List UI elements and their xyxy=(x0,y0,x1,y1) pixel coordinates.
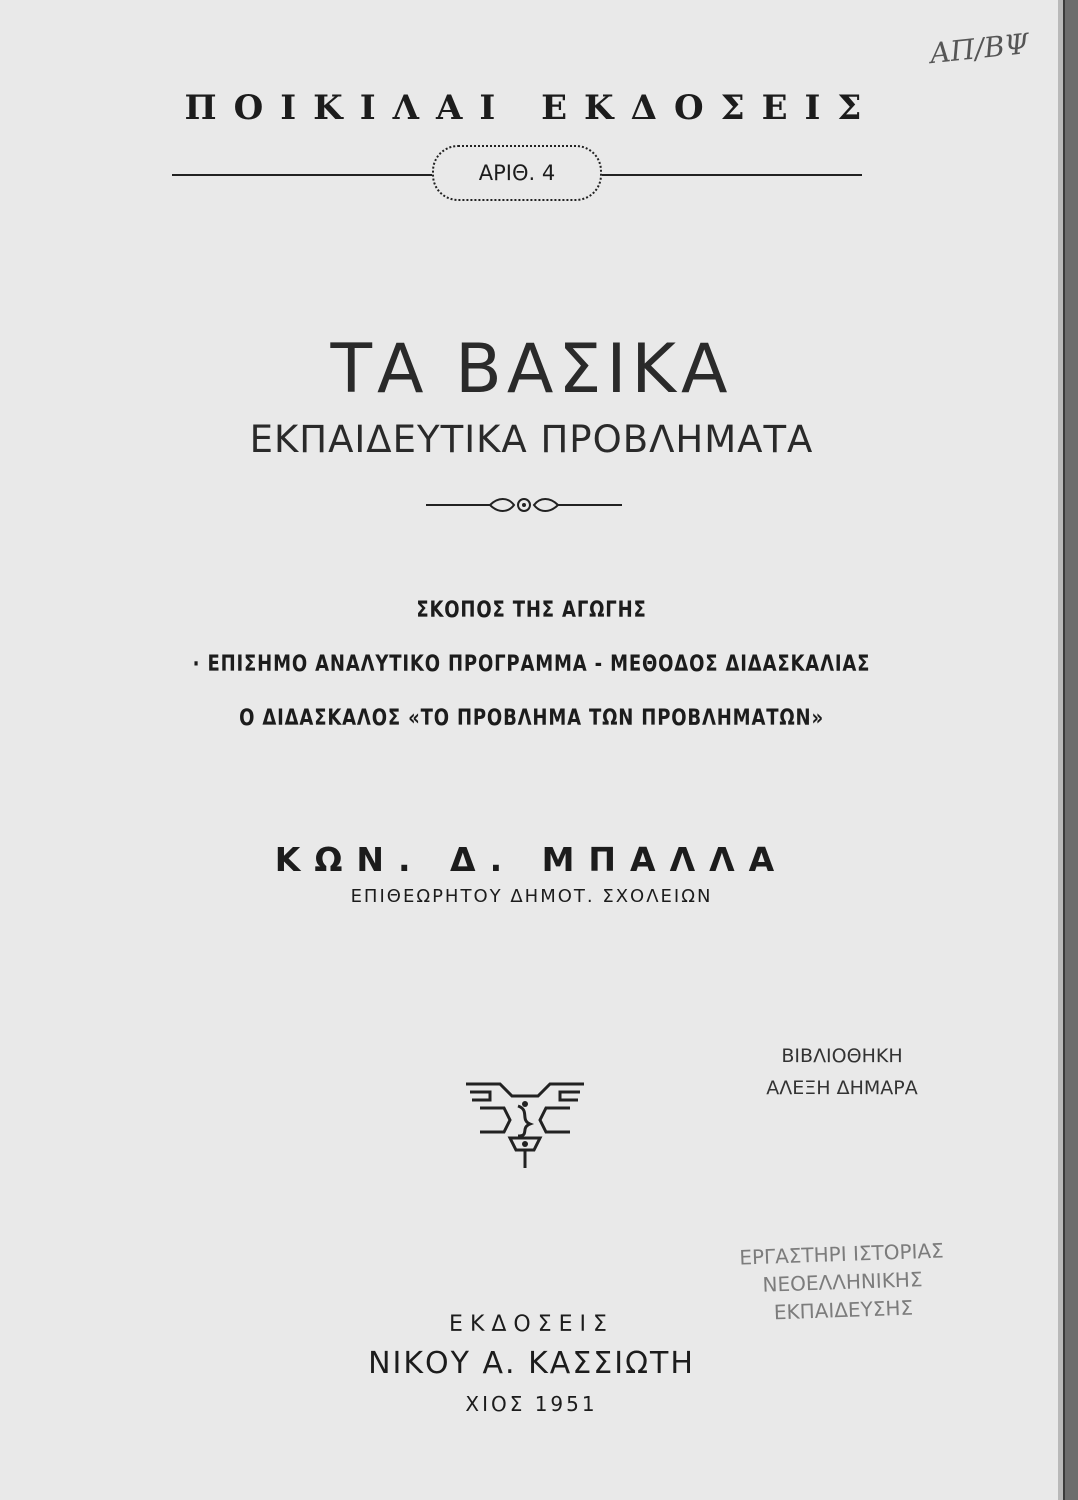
publisher-name: ΝΙΚΟΥ Α. ΚΑΣΣΙΩΤΗ xyxy=(368,1346,695,1381)
topic-line: ΣΚΟΠΟΣ ΤΗΣ ΑΓΩΓΗΣ xyxy=(416,598,647,623)
publisher-label: ΕΚΔΟΣΕΙΣ xyxy=(449,1312,614,1337)
author-name: ΚΩΝ. Δ. ΜΠΑΛΛΑ xyxy=(274,840,789,879)
author-title: ΕΠΙΘΕΩΡΗΤΟΥ ΔΗΜΟΤ. ΣΧΟΛΕΙΩΝ xyxy=(350,886,713,907)
library-mark-line: ΑΛΕΞΗ ΔΗΜΑΡΑ xyxy=(766,1077,918,1099)
stamp-line: ΕΡΓΑΣΤΗΡΙ ΙΣΤΟΡΙΑΣ xyxy=(738,1238,945,1270)
series-rule-left xyxy=(172,174,432,176)
book-subtitle: ΕΚΠΑΙΔΕΥΤΙΚΑ ΠΡΟΒΛΗΜΑΤΑ xyxy=(249,418,814,461)
series-number-badge: ΑΡΙΘ. 4 xyxy=(432,145,602,201)
library-mark xyxy=(752,1040,932,1104)
shelf-mark-handwriting: ΑΠ/ΒΨ xyxy=(928,26,1031,71)
topic-line: Ο ΔΙΔΑΣΚΑΛΟΣ «ΤΟ ΠΡΟΒΛΗΜΑ ΤΩΝ ΠΡΟΒΛΗΜΑΤΩΝ» xyxy=(239,706,824,731)
book-title: ΤΑ ΒΑΣΙΚΑ xyxy=(330,330,733,409)
ornament-divider-icon xyxy=(424,492,624,518)
stamp-line: ΕΚΠΑΙΔΕΥΣΗΣ xyxy=(773,1295,914,1325)
publisher-place-year: ΧΙΟΣ 1951 xyxy=(465,1392,598,1416)
series-rule-right xyxy=(602,174,862,176)
binding-spine xyxy=(1063,0,1078,1500)
stamp-line: ΝΕΟΕΛΛΗΝΙΚΗΣ xyxy=(762,1267,923,1297)
library-mark-line: ΒΙΒΛΙΟΘΗΚΗ xyxy=(781,1045,903,1067)
series-title: ΠΟΙΚΙΛΑΙ ΕΚΔΟΣΕΙΣ xyxy=(184,88,879,128)
topic-line: · ΕΠΙΣΗΜΟ ΑΝΑΛΥΤΙΚΟ ΠΡΟΓΡΑΜΜΑ - ΜΕΘΟΔΟΣ ΔΙΔΑΣΚΑΛΙΑΣ xyxy=(192,652,871,677)
publisher-emblem-icon xyxy=(460,1070,590,1174)
